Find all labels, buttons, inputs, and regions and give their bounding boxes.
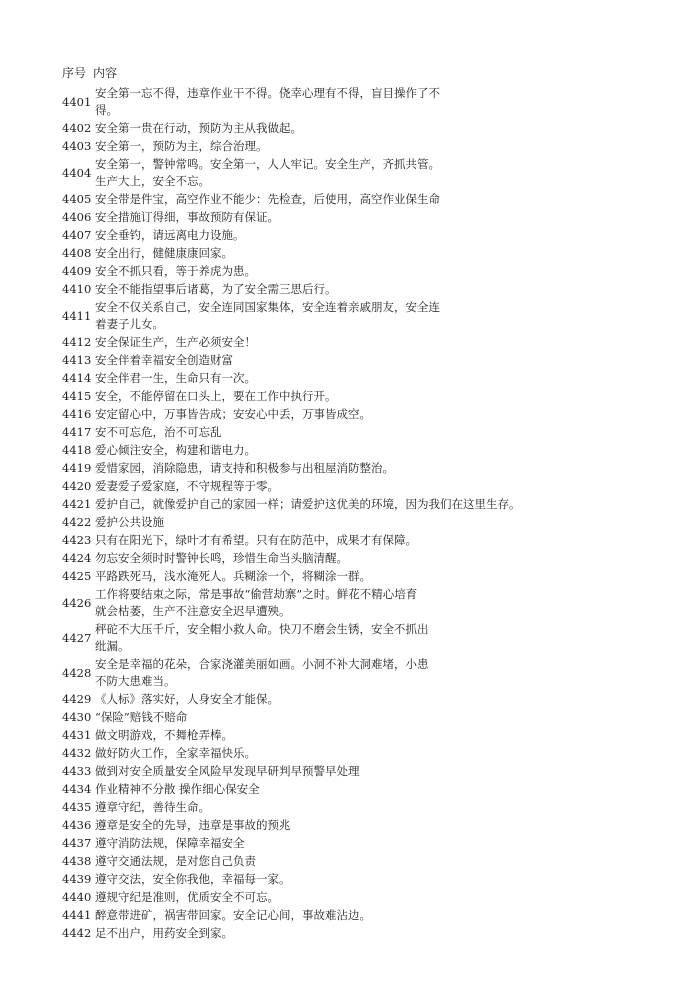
- table-row: [62, 817, 662, 834]
- row-number: 4413: [62, 353, 92, 367]
- row-content-line: 作业精神不分散 操作细心保安全: [95, 782, 260, 796]
- row-content: [95, 370, 625, 387]
- row-content-line: 安全第一贵在行动，预防为主从我做起。: [95, 121, 302, 135]
- row-number: 4419: [62, 461, 92, 475]
- row-content: [95, 532, 625, 549]
- row-content-line: 得。: [95, 103, 118, 117]
- row-number: 4418: [62, 443, 92, 457]
- table-row: [62, 853, 662, 870]
- row-content: [95, 245, 625, 262]
- row-content: [95, 691, 625, 708]
- table-row: [62, 586, 662, 620]
- table-row: [62, 781, 662, 798]
- table-row: [62, 209, 662, 226]
- row-content-line: 就会枯萎，生产不注意安全迟早遭殃。: [95, 604, 291, 618]
- row-content: [95, 853, 625, 870]
- table-row: [62, 334, 662, 351]
- row-content: [95, 550, 625, 567]
- row-content-line: 做文明游戏，不舞枪弄棒。: [95, 728, 233, 742]
- row-number: 4421: [62, 497, 92, 511]
- table-row: [62, 691, 662, 708]
- row-content: [95, 424, 625, 441]
- row-number: 4429: [62, 692, 92, 706]
- row-content-line: 安定留心中，万事皆告成；安安心中丢，万事皆成空。: [95, 407, 371, 421]
- row-content: [95, 138, 625, 155]
- row-content-line: 安全第一，预防为主，综合治理。: [95, 139, 268, 153]
- row-content-line: 不防大患难当。: [95, 674, 176, 688]
- table-row: [62, 191, 662, 208]
- row-content-line: 安全不抓只看，等于养虎为患。: [95, 264, 256, 278]
- row-content-line: 遵章守纪，善待生命。: [95, 800, 210, 814]
- row-number: 4416: [62, 407, 92, 421]
- table-row: [62, 281, 662, 298]
- row-content: [95, 352, 625, 369]
- row-number: 4404: [62, 165, 92, 180]
- table-row: [62, 763, 662, 780]
- row-number: 4412: [62, 335, 92, 349]
- row-content-line: 爱护自己，就像爱护自己的家园一样；请爱护这优美的环境，因为我们在这里生存。: [95, 497, 521, 511]
- row-number: 4428: [62, 665, 92, 680]
- row-number: 4423: [62, 533, 92, 547]
- row-number: 4422: [62, 515, 92, 529]
- row-number: 4426: [62, 595, 92, 610]
- row-content-line: 生产大上，安全不忘。: [95, 174, 210, 188]
- row-content-line: 做好防火工作，全家幸福快乐。: [95, 746, 256, 760]
- row-number: 4433: [62, 764, 92, 778]
- row-content-line: 安全伴君一生，生命只有一次。: [95, 371, 256, 385]
- row-number: 4407: [62, 228, 92, 242]
- row-number: 4402: [62, 121, 92, 135]
- row-content-line: “保险”赔钱不赔命: [95, 710, 188, 724]
- row-content: [95, 263, 625, 280]
- row-content: [95, 781, 625, 798]
- row-content-line: 安全是幸福的花朵，合家浇灌美丽如画。小洞不补大洞难堵，小患: [95, 657, 429, 671]
- row-content: [95, 925, 625, 942]
- table-row: [62, 227, 662, 244]
- row-content-line: 安不可忘危，治不可忘乱: [95, 425, 222, 439]
- row-content-line: 遵规守纪是准则，优质安全不可忘。: [95, 890, 279, 904]
- row-content-line: 足不出户，用药安全到家。: [95, 926, 233, 940]
- row-number: 4420: [62, 479, 92, 493]
- row-content: [95, 209, 625, 226]
- row-number: 4430: [62, 710, 92, 724]
- table-row: [62, 907, 662, 924]
- table-row: [62, 799, 662, 816]
- table-row: [62, 496, 662, 513]
- row-content-line: 只有在阳光下，绿叶才有希望。只有在防范中，成果才有保障。: [95, 533, 417, 547]
- row-content: [95, 496, 625, 513]
- row-content-line: 着妻子儿女。: [95, 317, 164, 331]
- row-content-line: 勿忘安全须时时警钟长鸣，珍惜生命当头脑清醒。: [95, 551, 348, 565]
- row-content-line: 爱心倾注安全，构建和谐电力。: [95, 443, 256, 457]
- table-row: [62, 442, 662, 459]
- row-content-line: 秤砣不大压千斤，安全帽小救人命。快刀不磨会生锈，安全不抓出: [95, 622, 429, 636]
- row-content: [95, 727, 625, 744]
- table-row: [62, 352, 662, 369]
- table-row: [62, 370, 662, 387]
- table-row: [62, 138, 662, 155]
- row-number: 4417: [62, 425, 92, 439]
- table-row: [62, 514, 662, 531]
- table-row: [62, 85, 662, 119]
- table-row: [62, 120, 662, 137]
- table-row: [62, 925, 662, 942]
- table-row: [62, 388, 662, 405]
- row-content: [95, 388, 625, 405]
- row-number: 4411: [62, 308, 92, 323]
- header-content-label: 内容: [93, 66, 118, 80]
- row-number: 4408: [62, 246, 92, 260]
- row-number: 4437: [62, 836, 92, 850]
- row-content-line: 遵守交法，安全你我他，幸福每一家。: [95, 872, 291, 886]
- row-content-line: 遵守消防法规，保障幸福安全: [95, 836, 245, 850]
- row-number: 4442: [62, 926, 92, 940]
- table-row: [62, 424, 662, 441]
- row-content-line: 《人标》落实好，人身安全才能保。: [95, 692, 279, 706]
- row-content: [95, 478, 625, 495]
- row-content-line: 安全出行，健健康康回家。: [95, 246, 233, 260]
- table-row: [62, 745, 662, 762]
- row-number: 4410: [62, 282, 92, 296]
- row-content: [95, 514, 625, 531]
- row-number: 4409: [62, 264, 92, 278]
- row-number: 4440: [62, 890, 92, 904]
- row-content-line: 平路跌死马，浅水淹死人。兵糊涂一个，将糊涂一群。: [95, 569, 371, 583]
- row-content: [95, 709, 625, 726]
- row-content: [95, 120, 625, 137]
- row-content: [95, 586, 625, 620]
- row-content-line: 爱护公共设施: [95, 515, 164, 529]
- row-content: [95, 281, 625, 298]
- table-row: [62, 156, 662, 190]
- row-number: 4425: [62, 569, 92, 583]
- table-row: [62, 835, 662, 852]
- row-content: [95, 191, 625, 208]
- row-content-line: 安全不能指望事后诸葛，为了安全需三思后行。: [95, 282, 337, 296]
- table-row: [62, 727, 662, 744]
- table-row: [62, 532, 662, 549]
- row-content-line: 遵章是安全的先导，违章是事故的预兆: [95, 818, 291, 832]
- row-number: 4405: [62, 192, 92, 206]
- row-content: [95, 460, 625, 477]
- row-number: 4435: [62, 800, 92, 814]
- row-content-line: 安全伴着幸福安全创造财富: [95, 353, 233, 367]
- table-row: [62, 568, 662, 585]
- table-row: [62, 550, 662, 567]
- row-number: 4424: [62, 551, 92, 565]
- row-content: [95, 227, 625, 244]
- row-content: [95, 568, 625, 585]
- row-content: [95, 442, 625, 459]
- row-content-line: 工作将要结束之际，常是事故“偷营劫寨”之时。鲜花不精心培育: [95, 587, 418, 601]
- row-number: 4401: [62, 94, 92, 109]
- row-number: 4441: [62, 908, 92, 922]
- row-number: 4414: [62, 371, 92, 385]
- row-content: [95, 621, 625, 655]
- row-number: 4415: [62, 389, 92, 403]
- row-number: 4403: [62, 139, 92, 153]
- table-row: [62, 406, 662, 423]
- row-content-line: 安全带是件宝，高空作业不能少：先检查，后使用，高空作业保生命: [95, 192, 440, 206]
- row-content-line: 安全垂钓，请远离电力设施。: [95, 228, 245, 242]
- table-row: [62, 478, 662, 495]
- row-content-line: 做到对安全质量安全风险早发现早研判早预警早处理: [95, 764, 360, 778]
- row-content: [95, 334, 625, 351]
- row-content-line: 安全，不能停留在口头上，要在工作中执行开。: [95, 389, 337, 403]
- row-content-line: 安全不仅关系自己，安全连同国家集体，安全连着亲戚朋友，安全连: [95, 300, 440, 314]
- table-row: [62, 299, 662, 333]
- row-number: 4427: [62, 630, 92, 645]
- table-row: [62, 709, 662, 726]
- row-content: [95, 871, 625, 888]
- table-row: [62, 245, 662, 262]
- row-content: [95, 835, 625, 852]
- row-content: [95, 889, 625, 906]
- table-row: [62, 460, 662, 477]
- row-content: [95, 156, 625, 190]
- row-content: [95, 799, 625, 816]
- row-content: [95, 85, 625, 119]
- row-number: 4434: [62, 782, 92, 796]
- row-number: 4406: [62, 210, 92, 224]
- row-content: [95, 763, 625, 780]
- row-content-line: 遵守交通法规，是对您自己负责: [95, 854, 256, 868]
- table-row: [62, 656, 662, 690]
- row-content-line: 纰漏。: [95, 639, 130, 653]
- row-content-line: 安全措施订得细，事故预防有保证。: [95, 210, 279, 224]
- table-row: [62, 621, 662, 655]
- row-content: [95, 406, 625, 423]
- header-number-label: 序号: [62, 66, 87, 80]
- row-content-line: 醉意带进矿，祸害带回家。安全记心间，事故难沾边。: [95, 908, 371, 922]
- row-number: 4436: [62, 818, 92, 832]
- row-content-line: 安全第一，警钟常鸣。安全第一，人人牢记。安全生产，齐抓共管。: [95, 157, 440, 171]
- row-content: [95, 907, 625, 924]
- row-number: 4431: [62, 728, 92, 742]
- row-content: [95, 299, 625, 333]
- row-content-line: 爱惜家园，消除隐患，请支持和积极参与出租屋消防整治。: [95, 461, 394, 475]
- row-content: [95, 745, 625, 762]
- table-header: [62, 66, 117, 80]
- row-content: [95, 817, 625, 834]
- row-number: 4432: [62, 746, 92, 760]
- table-row: [62, 889, 662, 906]
- row-number: 4439: [62, 872, 92, 886]
- table-row: [62, 263, 662, 280]
- row-content-line: 安全第一忘不得，违章作业干不得。侥幸心理有不得，盲目操作了不: [95, 86, 440, 100]
- row-content-line: 安全保证生产，生产必须安全！: [95, 335, 256, 349]
- row-content: [95, 656, 625, 690]
- table-row: [62, 871, 662, 888]
- row-content-line: 爱妻爱子爱家庭，不守规程等于零。: [95, 479, 279, 493]
- row-number: 4438: [62, 854, 92, 868]
